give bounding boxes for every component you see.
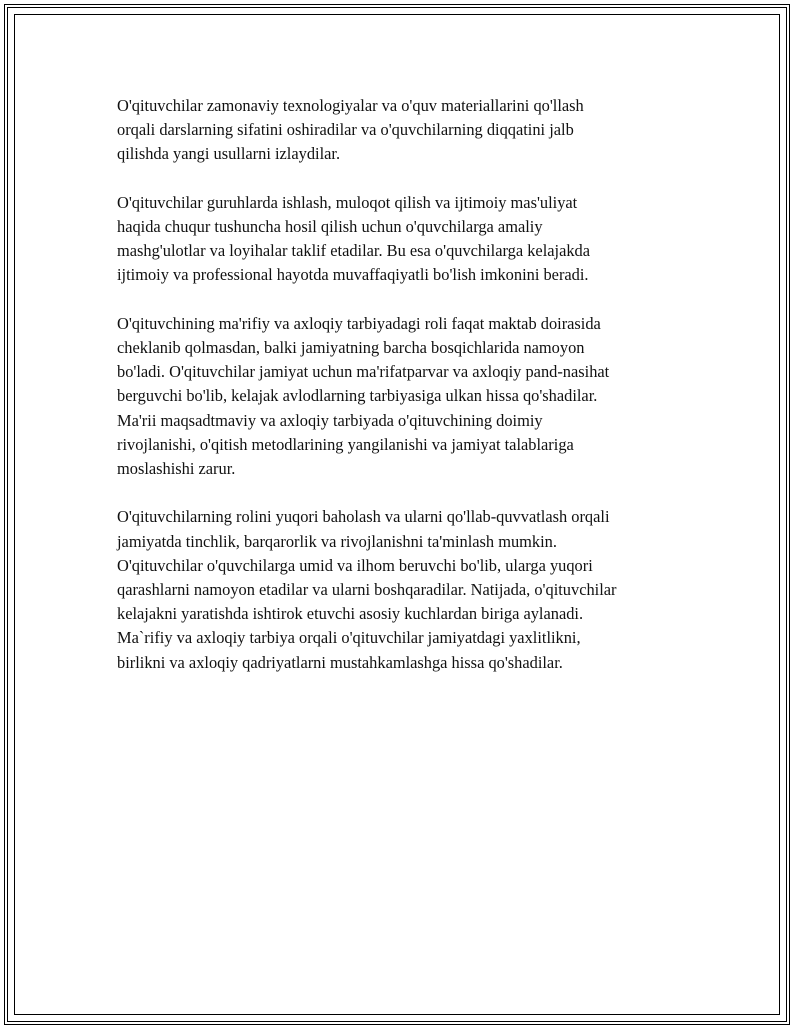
text-line: moslashishi zarur. — [117, 459, 236, 479]
paragraph-1 — [117, 94, 689, 167]
paragraph-2 — [117, 191, 689, 288]
paragraph-3 — [117, 312, 689, 481]
paragraph-4 — [117, 505, 689, 674]
text-line: Ma`rifiy va axloqiy tarbiya orqali o'qituvchilar jamiyatdagi yaxlitlikni, — [117, 628, 581, 648]
text-line: ijtimoiy va professional hayotda muvaffaqiyatli bo'lish imkonini beradi. — [117, 265, 589, 285]
text-line: jamiyatda tinchlik, barqarorlik va rivojlanishni ta'minlash mumkin. — [117, 531, 557, 551]
text-line: kelajakni yaratishda ishtirok etuvchi asosiy kuchlardan biriga aylanadi. — [117, 604, 584, 624]
text-line: mashg'ulotlar va loyihalar taklif etadilar. Bu esa o'quvchilarga kelajakda — [117, 241, 591, 261]
text-line: O'qituvchilar guruhlarda ishlash, muloqot qilish va ijtimoiy mas'uliyat — [117, 192, 578, 212]
text-line: O'qituvchilar o'quvchilarga umid va ilhom beruvchi bo'lib, ularga yuqori — [117, 555, 593, 575]
text-line: rivojlanishi, o'qitish metodlarining yangilanishi va jamiyat talablariga — [117, 434, 574, 454]
text-line: cheklanib qolmasdan, balki jamiyatning barcha bosqichlarida namoyon — [117, 338, 585, 357]
text-line: berguvchi bo'lib, kelajak avlodlarning tarbiyasiga ulkan hissa qo'shadilar. — [117, 386, 598, 406]
document-body — [117, 94, 689, 699]
text-line: qilishda yangi usullarni izlaydilar. — [117, 144, 341, 164]
text-line: haqida chuqur tushuncha hosil qilish uchun o'quvchilarga amaliy — [117, 217, 543, 236]
text-line: birlikni va axloqiy qadriyatlarni mustahkamlashga hissa qo'shadilar. — [117, 652, 563, 672]
text-line: O'qituvchilar zamonaviy texnologiyalar va o'quv materiallarini qo'llash — [117, 96, 584, 115]
text-line: O'qituvchining ma'rifiy va axloqiy tarbiyadagi roli faqat maktab doirasida — [117, 313, 601, 333]
text-line: Ma'rii maqsadtmaviy va axloqiy tarbiyada o'qituvchining doimiy — [117, 410, 543, 430]
text-line: qarashlarni namoyon etadilar va ularni boshqaradilar. Natijada, o'qituvchilar — [117, 580, 617, 600]
text-line: bo'ladi. O'qituvchilar jamiyat uchun ma'rifatparvar va axloqiy pand-nasihat — [117, 362, 610, 382]
text-line: orqali darslarning sifatini oshiradilar va o'quvchilarning diqqatini jalb — [117, 120, 574, 140]
text-line: O'qituvchilarning rolini yuqori baholash va ularni qo'llab-quvvatlash orqali — [117, 507, 610, 527]
